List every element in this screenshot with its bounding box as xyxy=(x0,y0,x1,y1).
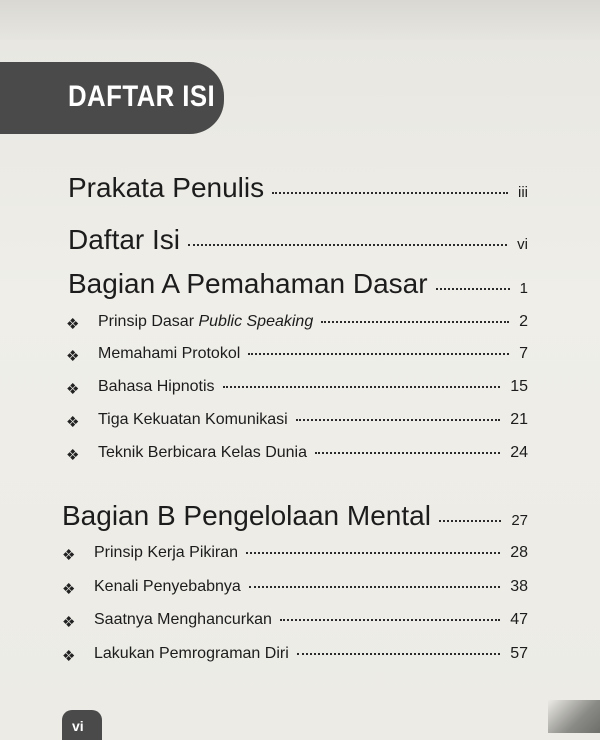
bullet-icon: ❖ xyxy=(62,547,76,564)
toc-page: 24 xyxy=(510,444,528,461)
toc-entry-prakata[interactable] xyxy=(68,172,528,204)
toc-label: Daftar Isi xyxy=(68,224,181,255)
toc-page: 7 xyxy=(519,345,528,362)
toc-subentry[interactable] xyxy=(94,578,528,596)
bullet-icon: ❖ xyxy=(62,648,76,665)
bullet-icon: ❖ xyxy=(66,414,80,431)
toc-label: Bagian B Pengelolaan Mental xyxy=(62,500,431,531)
toc-page: 15 xyxy=(510,378,528,395)
dot-leader xyxy=(272,192,508,194)
dot-leader xyxy=(246,552,500,554)
toc-page: 57 xyxy=(510,645,528,662)
page-title: DAFTAR ISI xyxy=(68,80,216,113)
toc-subentry[interactable] xyxy=(94,544,528,562)
dot-leader xyxy=(315,452,500,454)
toc-subentry[interactable] xyxy=(98,411,528,429)
toc-page: 21 xyxy=(510,411,528,428)
bullet-icon: ❖ xyxy=(66,348,80,365)
toc-label: Bahasa Hipnotis xyxy=(98,378,215,395)
toc-subentry[interactable] xyxy=(98,444,528,462)
toc-subentry[interactable] xyxy=(94,611,528,629)
toc-label-prefix: Prinsip Dasar xyxy=(98,313,199,330)
toc-label-italic: Public Speaking xyxy=(198,313,314,330)
dot-leader xyxy=(248,353,509,355)
dot-leader xyxy=(436,288,510,290)
dot-leader xyxy=(296,419,500,421)
dot-leader xyxy=(321,321,509,323)
dot-leader xyxy=(249,586,500,588)
toc-label: Prakata Penulis xyxy=(68,172,265,203)
toc-label: Saatnya Menghancurkan xyxy=(94,611,272,628)
footer-page-number: vi xyxy=(72,718,84,734)
top-strip xyxy=(0,0,600,40)
bullet-icon: ❖ xyxy=(66,316,80,333)
toc-entry-daftar-isi[interactable] xyxy=(68,224,528,256)
dot-leader xyxy=(280,619,500,621)
toc-page: iii xyxy=(518,184,528,201)
toc-label: Bagian A Pemahaman Dasar xyxy=(68,268,428,299)
bullet-icon: ❖ xyxy=(66,447,80,464)
toc-label xyxy=(98,313,313,331)
dot-leader xyxy=(297,653,500,655)
toc-label: Kenali Penyebabnya xyxy=(94,578,241,595)
toc-page: 47 xyxy=(510,611,528,628)
bullet-icon: ❖ xyxy=(62,614,76,631)
toc-label: Lakukan Pemrograman Diri xyxy=(94,645,289,662)
bullet-icon: ❖ xyxy=(66,381,80,398)
toc-subentry[interactable] xyxy=(98,345,528,363)
toc-page: 1 xyxy=(519,280,528,297)
toc-entry-bagian-a[interactable] xyxy=(68,268,528,300)
toc-label: Prinsip Kerja Pikiran xyxy=(94,544,239,561)
toc-page: 2 xyxy=(519,313,528,330)
toc-page: 38 xyxy=(510,578,528,595)
toc-page: 28 xyxy=(510,544,528,561)
toc-page: 27 xyxy=(511,512,528,529)
bullet-icon: ❖ xyxy=(62,581,76,598)
dot-leader xyxy=(439,520,501,522)
toc-page: vi xyxy=(517,236,528,253)
toc-label: Tiga Kekuatan Komunikasi xyxy=(98,411,288,428)
toc-subentry[interactable] xyxy=(98,378,528,396)
toc-entry-bagian-b[interactable] xyxy=(62,500,528,532)
dot-leader xyxy=(188,244,507,246)
page-corner-shadow xyxy=(548,700,600,733)
toc-label: Teknik Berbicara Kelas Dunia xyxy=(98,444,307,461)
toc-subentry[interactable] xyxy=(94,645,528,663)
toc-subentry[interactable] xyxy=(98,313,528,331)
dot-leader xyxy=(223,386,501,388)
toc-label: Memahami Protokol xyxy=(98,345,241,362)
